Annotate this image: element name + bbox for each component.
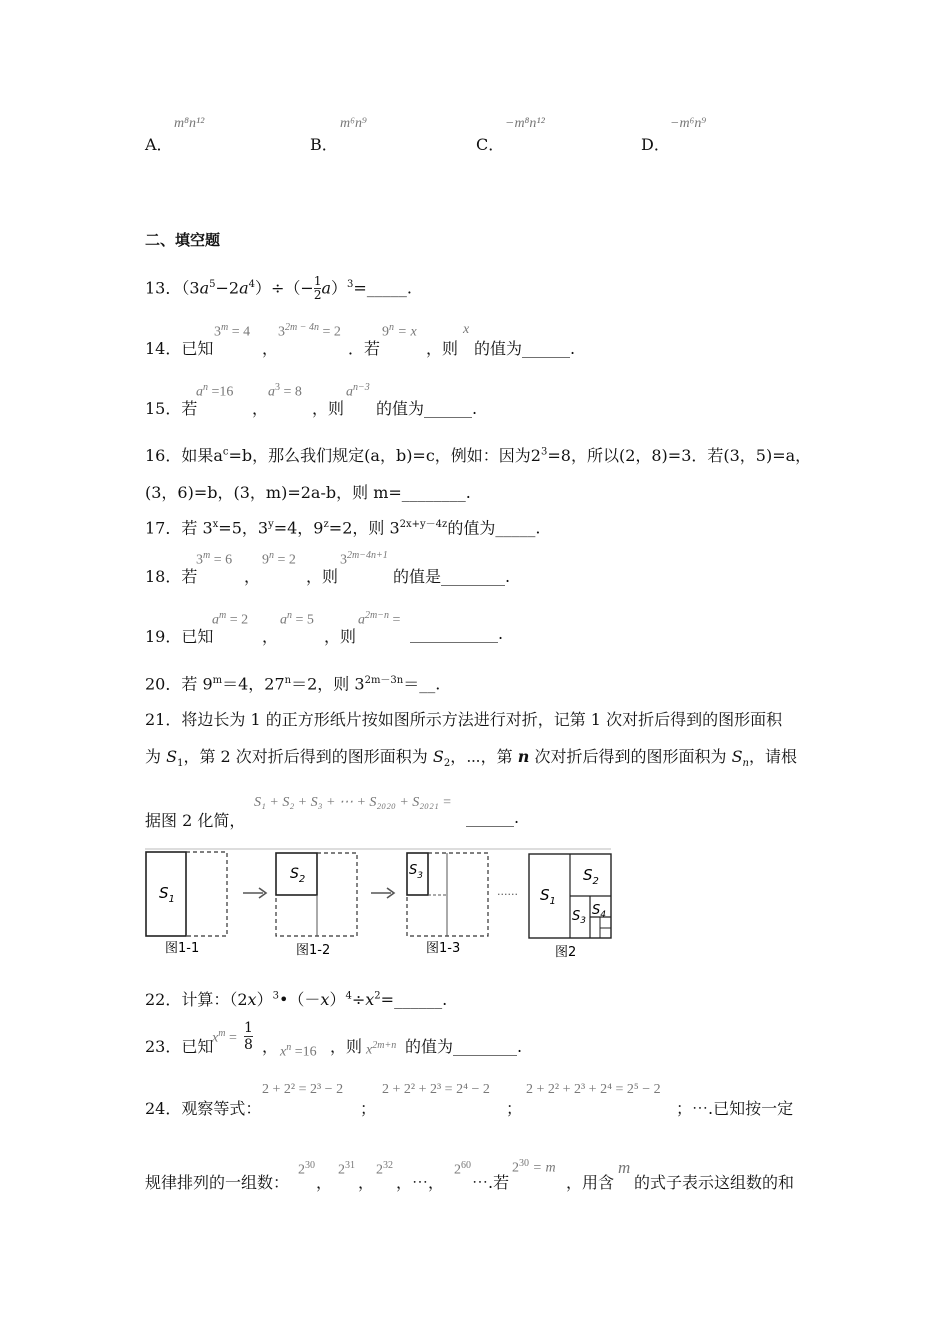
fig1-2-caption: 图1-2 bbox=[296, 943, 331, 958]
continuation-dots: ...... bbox=[497, 885, 518, 898]
q24-eq-2: 2 + 2² + 2³ = 2⁴ − 2 bbox=[382, 1082, 490, 1097]
option-b: B． bbox=[310, 135, 338, 154]
question-18: 18．若 bbox=[145, 567, 198, 586]
question-21-line-3: 据图 2 化简， bbox=[145, 811, 246, 830]
q23-sep-1: ， bbox=[262, 1037, 279, 1056]
q19-expr-1: $a^m = 2$ bbox=[212, 610, 249, 628]
q19-sep-2: ，则 bbox=[324, 627, 357, 646]
q24-eq-m: $2^{30} = m$ bbox=[512, 1158, 556, 1176]
fig1-1-s1-label: $S_1$ bbox=[159, 884, 175, 905]
q14-expr-2: $3^{2m - 4n} = 2$ bbox=[278, 322, 341, 340]
question-17: 17．若 $3^x=5$，$3^y=4$，$9^z=2$，则 $3^{2x+y-4z}$的值为_____. bbox=[145, 518, 541, 538]
question-20: 20．若 $9^m=4$，$27^n=2$，则 $3^{2m-3n}=\_\_$. bbox=[145, 674, 441, 694]
fig2-s2-label: $S_2$ bbox=[583, 866, 599, 887]
q14-sep-3: ，则 bbox=[426, 339, 459, 358]
question-21-line-1: 21．将边长为 1 的正方形纸片按如图所示方法进行对折，记第 1 次对折后得到的图形面积 bbox=[145, 710, 783, 729]
q21-blank: ______. bbox=[466, 808, 520, 827]
folding-figure bbox=[145, 848, 615, 964]
q24-num-2: $2^{31}$ bbox=[338, 1160, 355, 1178]
q14-var-x: x bbox=[463, 322, 470, 337]
option-b-expr: m⁶n⁹ bbox=[340, 116, 367, 131]
q24-eq-3: 2 + 2² + 2³ + 2⁴ = 2⁵ − 2 bbox=[526, 1082, 661, 1097]
question-24: 24．观察等式： bbox=[145, 1099, 262, 1118]
q24-tail: ；⋯.已知按一定 bbox=[676, 1099, 794, 1118]
folding-diagram bbox=[145, 848, 615, 964]
option-d-expr: −m⁶n⁹ bbox=[670, 116, 707, 131]
question-13: 13．$(3a^5-2a^4)\div(-$ $\frac{1}{2}$ a）$^3$=_____. bbox=[145, 274, 412, 303]
q24-sep-1: ； bbox=[360, 1099, 377, 1118]
q19-expr-3: $a^{2m-n}$ = bbox=[358, 610, 401, 628]
q21-sum-expr: S₁ + S₂ + S₃ + ⋯ + S₂₀₂₀ + S₂₀₂₁ = bbox=[254, 795, 452, 810]
q24-comma-3: ，⋯， bbox=[396, 1173, 445, 1192]
question-15: 15．若 bbox=[145, 399, 198, 418]
option-c-expr: −m⁸n¹² bbox=[505, 116, 545, 131]
option-c: C． bbox=[476, 135, 505, 154]
q18-sep-2: ，则 bbox=[306, 567, 339, 586]
q24-num-4: $2^{60}$ bbox=[454, 1160, 471, 1178]
q14-sep-1: ， bbox=[262, 339, 279, 358]
q24-comma-1: ， bbox=[316, 1173, 333, 1192]
q19-expr-2: $a^n = 5$ bbox=[280, 610, 314, 628]
q24-with: ，用含 bbox=[566, 1173, 615, 1192]
question-24-line-2: 规律排列的一组数： bbox=[145, 1173, 290, 1192]
q18-tail: 的值是________. bbox=[393, 567, 511, 586]
fig1-3-s3-label: $S_3$ bbox=[409, 863, 423, 881]
q23-expr-3: $x^{2m+n}$ bbox=[366, 1040, 397, 1058]
question-22: 22．计算：$(2x)^3•(-x)^4\div x^2=\_\_\_\_\_\_$. bbox=[145, 990, 448, 1009]
q19-tail: ___________. bbox=[410, 624, 504, 643]
q15-sep-2: ，则 bbox=[312, 399, 345, 418]
q23-fraction: $\frac{1}{8}$ bbox=[244, 1020, 253, 1053]
q23-expr-2: $x^n =16$ bbox=[280, 1042, 317, 1060]
question-19: 19．已知 bbox=[145, 627, 214, 646]
q24-comma-2: ， bbox=[358, 1173, 375, 1192]
option-a-expr: m⁸n¹² bbox=[174, 116, 205, 131]
fig1-2-s2-label: $S_2$ bbox=[290, 866, 306, 885]
q23-tail: 的值为________. bbox=[405, 1037, 523, 1056]
q18-expr-3: $3^{2m-4n+1}$ bbox=[340, 550, 388, 568]
q18-expr-1: $3^m = 6$ bbox=[196, 550, 233, 568]
fig1-3-caption: 图1-3 bbox=[426, 941, 461, 956]
q24-eq-1: 2 + 2² = 2³ − 2 bbox=[262, 1082, 344, 1097]
option-d: D． bbox=[641, 135, 670, 154]
question-21-line-2: 为 $S_1$，第 2 次对折后得到的图形面积为 $S_2$，⋯，第 n 次对折后得到的图形面积为 $S_n$，请根 bbox=[145, 747, 797, 770]
question-23: 23．已知 bbox=[145, 1037, 214, 1056]
fig2-caption: 图2 bbox=[555, 945, 577, 960]
section-title: 二、填空题 bbox=[145, 231, 221, 249]
q18-sep-1: ， bbox=[244, 567, 261, 586]
q24-num-3: $2^{32}$ bbox=[376, 1160, 393, 1178]
q14-tail: 的值为______. bbox=[474, 339, 576, 358]
q15-expr-2: $a^3 = 8$ bbox=[268, 382, 302, 400]
q14-expr-1: $3^m = 4$ bbox=[214, 322, 251, 340]
q15-sep-1: ， bbox=[252, 399, 269, 418]
q23-expr-1: $x^m$ = bbox=[212, 1028, 237, 1046]
q15-expr-3: $a^{n-3}$ bbox=[346, 382, 370, 400]
q14-expr-3: $9^n = x$ bbox=[382, 322, 417, 340]
option-a: A． bbox=[145, 135, 173, 154]
q23-sep-2: ，则 bbox=[330, 1037, 363, 1056]
q24-num-1: $2^{30}$ bbox=[298, 1160, 315, 1178]
fig2-s3-label: $S_3$ bbox=[572, 909, 586, 926]
q24-var-m: m bbox=[618, 1158, 631, 1177]
question-16-line-2: (3，6)=b，(3，m)=2a-b，则 m=________. bbox=[145, 483, 471, 502]
fig2-s1-label: $S_1$ bbox=[540, 886, 556, 907]
q15-tail: 的值为______. bbox=[376, 399, 478, 418]
q14-sep-2: ．若 bbox=[348, 339, 381, 358]
q24-sep-2: ； bbox=[506, 1099, 523, 1118]
question-16-line-1: 16．如果$a^c=b$，那么我们规定(a，b)=c，例如：因为$2^3=8$，所以(2，8)=3．若(3，5)=a， bbox=[145, 446, 812, 465]
fig1-1-caption: 图1-1 bbox=[165, 941, 200, 956]
fraction-one-half: $\frac{1}{2}$ bbox=[313, 274, 322, 303]
fig1-1-dashed-half bbox=[186, 852, 227, 936]
q24-line2-tail: 的式子表示这组数的和 bbox=[634, 1173, 795, 1192]
q19-sep-1: ， bbox=[262, 627, 279, 646]
q18-expr-2: $9^n = 2$ bbox=[262, 550, 296, 568]
fig2-s4-label: $S_4$ bbox=[592, 903, 606, 920]
q24-dots: ⋯.若 bbox=[472, 1173, 510, 1192]
question-14: 14．已知 bbox=[145, 339, 214, 358]
q15-expr-1: $a^n =16$ bbox=[196, 382, 234, 400]
